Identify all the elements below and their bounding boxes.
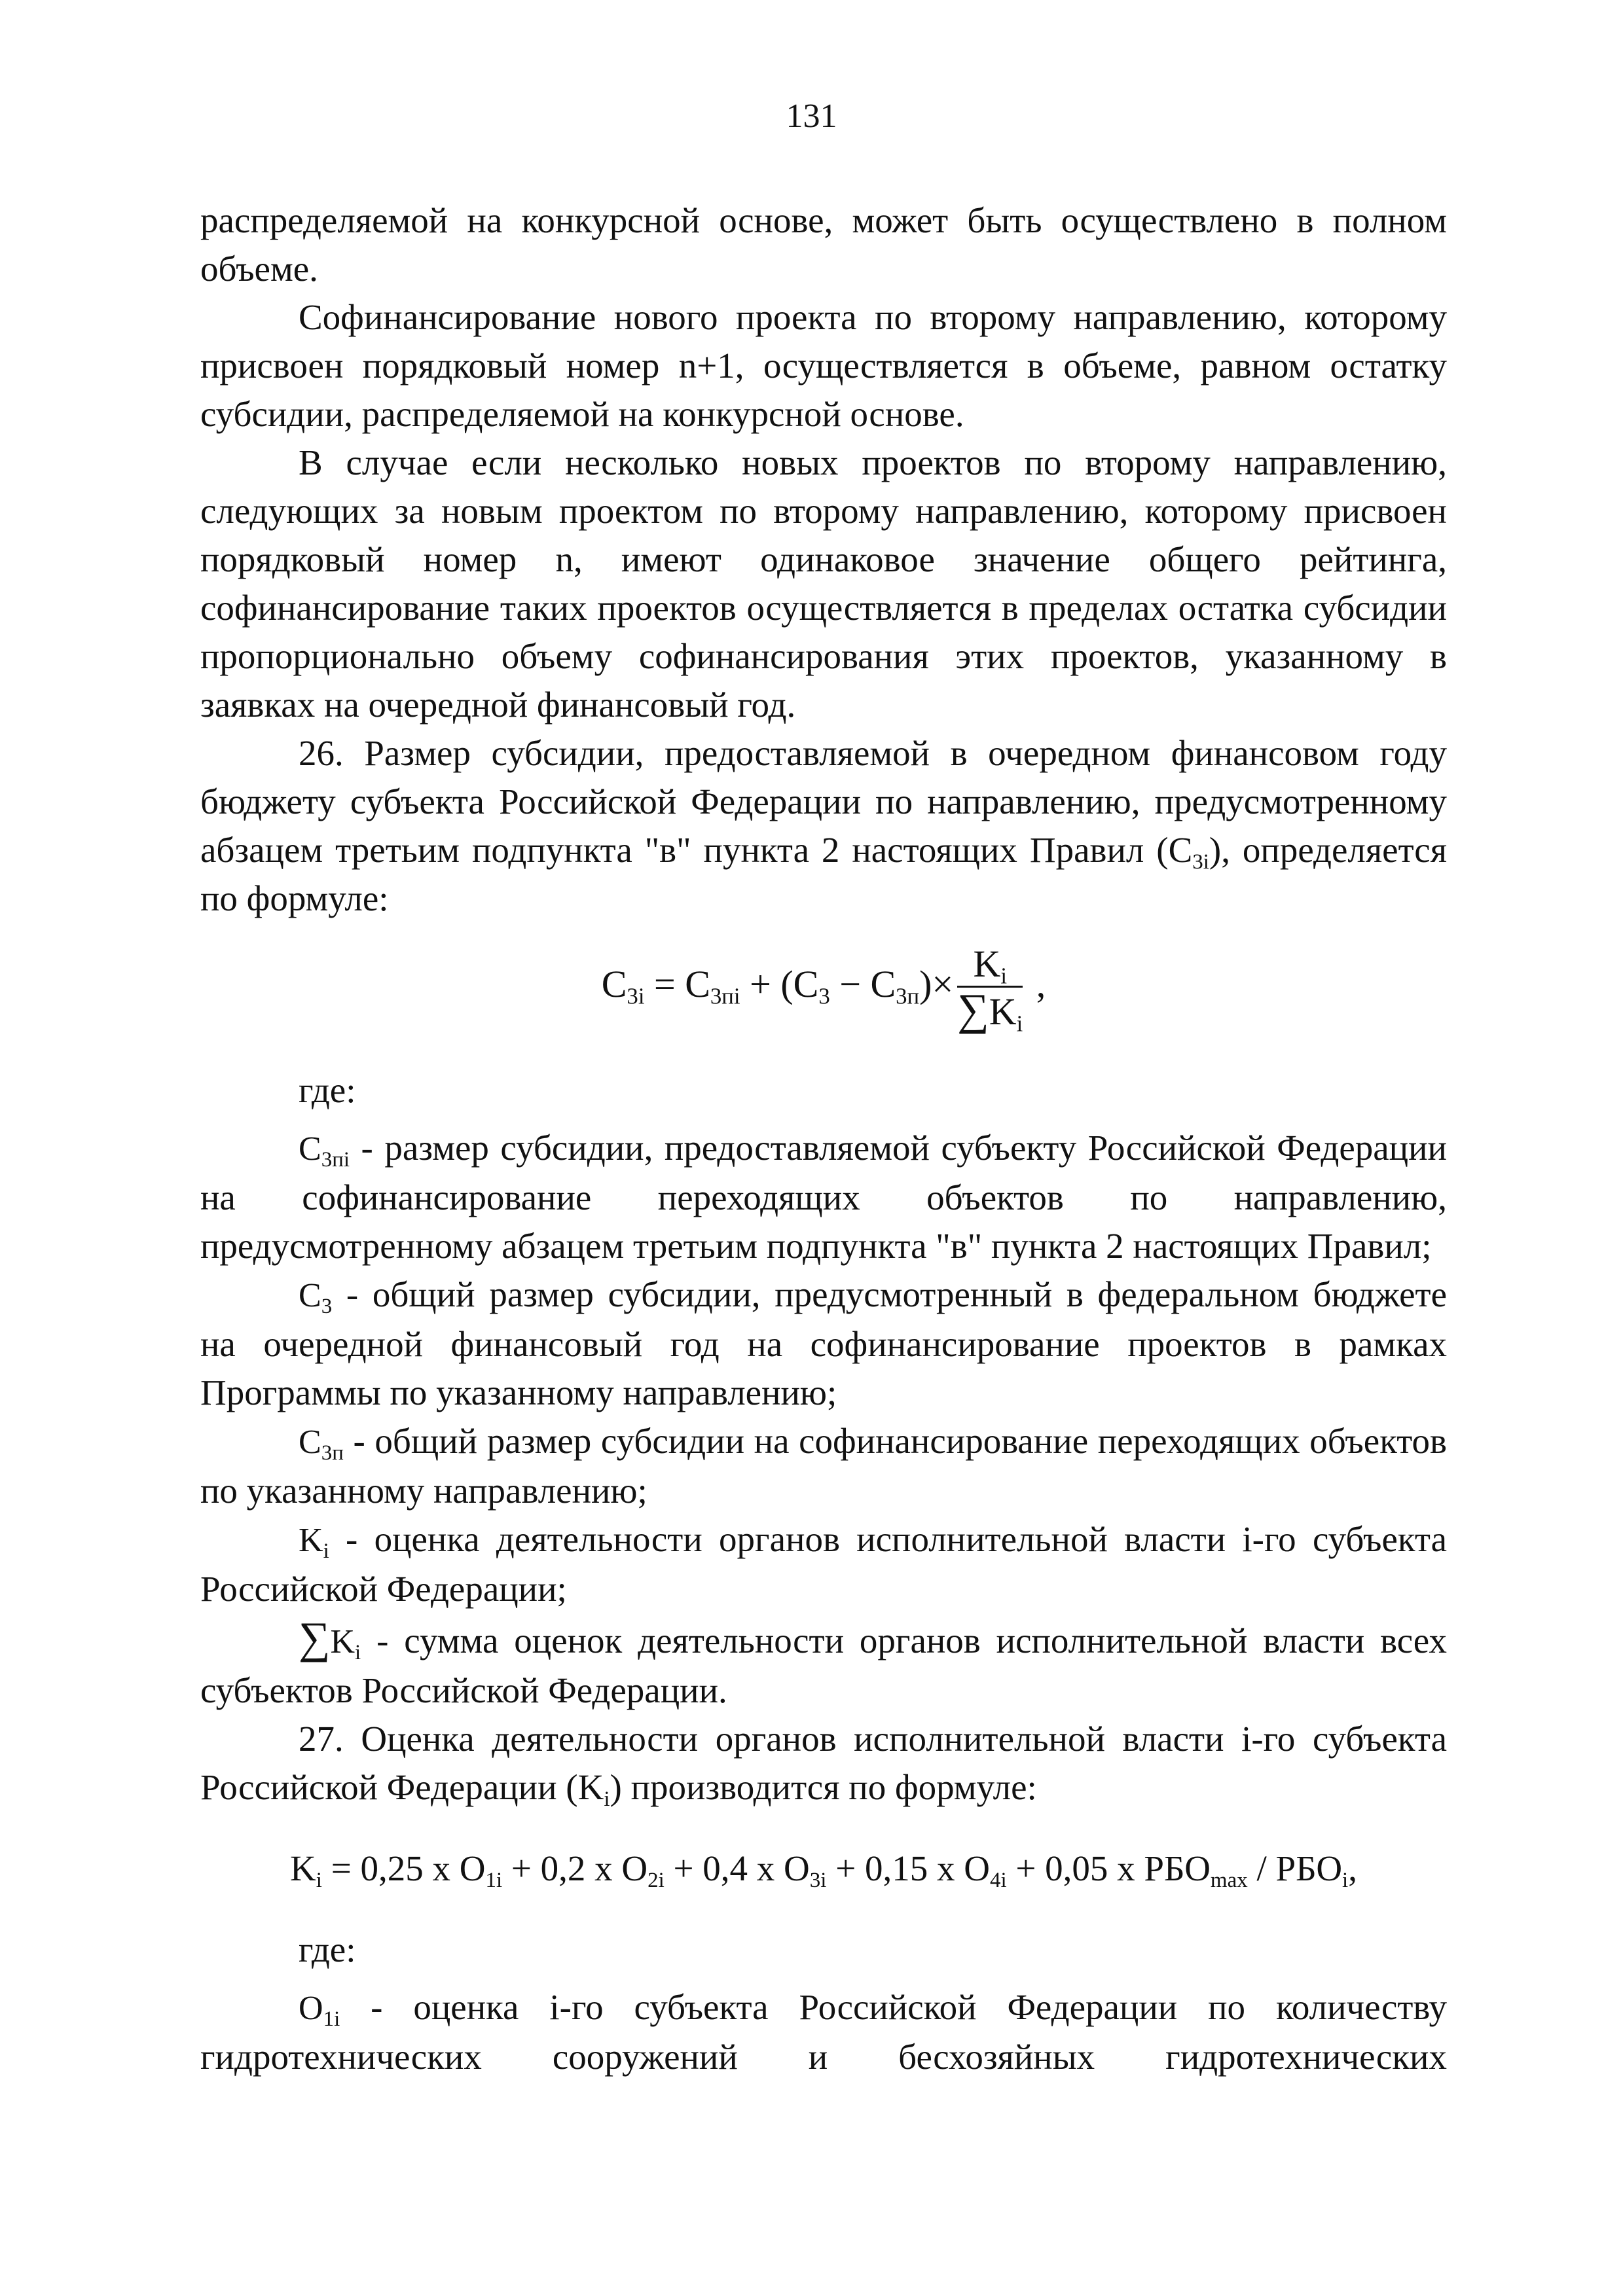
def-sum-symbol: K xyxy=(330,1623,356,1660)
numerator-k-sub: i xyxy=(1000,963,1007,989)
def-c3pi-text: - размер субсидии, предоставляемой субъекту Российской Федерации на софинансирование переходящих объектов по направлению, предусмотренному абзацем третьим подпункта "в" пункта 2 настоящих Правил; xyxy=(200,1128,1447,1266)
document-body xyxy=(200,196,1447,2081)
def-sum-text: - сумма оценок деятельности органов исполнительной власти всех субъектов Российской Федерации. xyxy=(200,1621,1447,1710)
formula1-term2: C xyxy=(793,962,819,1005)
formula-ki xyxy=(200,1844,1447,1893)
def-ki-text: - оценка деятельности органов исполнительной власти i-го субъекта Российской Федерации; xyxy=(200,1519,1447,1609)
where-label-2: где: xyxy=(299,1929,356,1969)
def-c3pi-sub: 3пi xyxy=(321,1147,350,1172)
formula1-plus: + ( xyxy=(740,962,793,1005)
fraction-numerator xyxy=(957,942,1023,988)
p27-text-1: 27. Оценка деятельности органов исполнительной власти i-го субъекта Российской Федерации (K xyxy=(200,1719,1447,1807)
formula1-term1: C xyxy=(685,962,710,1005)
formula1-term2-sub: 3 xyxy=(818,983,830,1009)
formula2-d: + 0,15 x O xyxy=(826,1848,990,1888)
def-sum-sigma: ∑ xyxy=(299,1613,331,1662)
def-o1i-symbol: O xyxy=(299,1990,323,2027)
formula2-b: + 0,2 x O xyxy=(502,1848,648,1888)
formula2-g: , xyxy=(1348,1848,1357,1888)
formula2-k: K xyxy=(290,1848,316,1888)
def-o1i-sub: 1i xyxy=(323,2007,340,2031)
denominator-k-sub: i xyxy=(1016,1011,1023,1037)
definition-ki xyxy=(200,1515,1447,1613)
formula2-f-sub: i xyxy=(1342,1868,1349,1892)
formula1-term3: C xyxy=(870,962,896,1005)
paragraph-equal-rating: В случае если несколько новых проектов по второму направлению, следующих за новым проектом по второму направлению, которому присвоен порядковый номер n, имеют одинаковое значение общего рейтинга, софинансирование таких проектов осуществляется в пределах остатка субсидии пропорционально объему софинансирования этих проектов, указанному в заявках на очередной финансовый год. xyxy=(200,442,1447,725)
p26-text-2: ), определяется по формуле: xyxy=(200,830,1447,918)
def-o1i-text: - оценка i-го субъекта Российской Федерации по количеству гидротехнических сооружений и бесхозяйных гидротехнических xyxy=(200,1987,1447,2077)
def-ki-sub: i xyxy=(323,1539,329,1563)
formula2-a: = 0,25 x O xyxy=(321,1848,486,1888)
def-c3p-text: - общий размер субсидии на софинансирование переходящих объектов по указанному направлению; xyxy=(200,1421,1447,1511)
paragraph-27 xyxy=(200,1715,1447,1812)
formula1-eq: = xyxy=(644,962,685,1005)
formula2-f: / РБО xyxy=(1247,1848,1343,1888)
paragraph-cofinancing-new-project: Софинансирование нового проекта по второму направлению, которому присвоен порядковый номер n+1, осуществляется в объеме, равном остатку субсидии, распределяемой на конкурсной основе. xyxy=(200,297,1447,434)
formula-c3i xyxy=(200,942,1447,1037)
numerator-k: K xyxy=(973,942,1001,985)
def-ki-symbol: K xyxy=(299,1522,323,1559)
paragraph-continuation: распределяемой на конкурсной основе, может быть осуществлено в полном объеме. xyxy=(200,200,1447,289)
formula2-c: + 0,4 x O xyxy=(664,1848,810,1888)
where-label-1: где: xyxy=(299,1070,356,1110)
def-c3-text: - общий размер субсидии, предусмотренный в федеральном бюджете на очередной финансовый год на софинансирование проектов в рамках Программы по указанному направлению; xyxy=(200,1274,1447,1412)
def-c3-sub: 3 xyxy=(321,1294,333,1318)
formula1-fraction xyxy=(957,942,1023,1037)
def-c3p-symbol: C xyxy=(299,1424,321,1461)
formula2-d-sub: 4i xyxy=(989,1868,1007,1892)
formula1-term3-sub: 3п xyxy=(896,983,920,1009)
formula2-a-sub: 1i xyxy=(485,1868,503,1892)
formula1-minus: − xyxy=(830,962,871,1005)
definition-sum-ki xyxy=(200,1613,1447,1715)
def-sum-sub: i xyxy=(355,1640,361,1664)
formula2-e-sub: max xyxy=(1210,1868,1248,1892)
formula1-times: )× xyxy=(919,962,954,1005)
paragraph-26 xyxy=(200,729,1447,923)
page-number: 131 xyxy=(786,98,837,135)
formula2-k-sub: i xyxy=(316,1868,322,1892)
def-c3p-sub: 3п xyxy=(321,1441,344,1465)
formula2-b-sub: 2i xyxy=(647,1868,665,1892)
def-c3pi-symbol: C xyxy=(299,1130,321,1168)
p27-text-2: ) производится по формуле: xyxy=(610,1767,1037,1807)
formula1-term1-sub: 3пi xyxy=(710,983,740,1009)
fraction-denominator xyxy=(957,984,1023,1037)
formula2-e: + 0,05 x РБО xyxy=(1006,1848,1211,1888)
p26-symbol: C xyxy=(1168,830,1193,870)
p26-text-1: 26. Размер субсидии, предоставляемой в очередном финансовом году бюджету субъекта Российской Федерации по направлению, предусмотренному абзацем третьим подпункта "в" пункта 2 настоящих Правил ( xyxy=(200,733,1447,870)
definition-o1i xyxy=(200,1983,1447,2081)
formula1-lhs-sub: 3i xyxy=(627,983,645,1009)
formula2-c-sub: 3i xyxy=(809,1868,827,1892)
denominator-k: K xyxy=(989,990,1017,1033)
sigma-symbol: ∑ xyxy=(957,984,989,1034)
def-c3-symbol: C xyxy=(299,1277,321,1314)
formula1-comma: , xyxy=(1027,962,1046,1005)
p27-sub: i xyxy=(604,1787,610,1811)
formula1-lhs: C xyxy=(601,962,627,1005)
definition-c3pi xyxy=(200,1124,1447,1270)
p26-symbol-sub: 3i xyxy=(1192,850,1209,874)
definition-c3p xyxy=(200,1417,1447,1515)
definition-c3 xyxy=(200,1270,1447,1417)
